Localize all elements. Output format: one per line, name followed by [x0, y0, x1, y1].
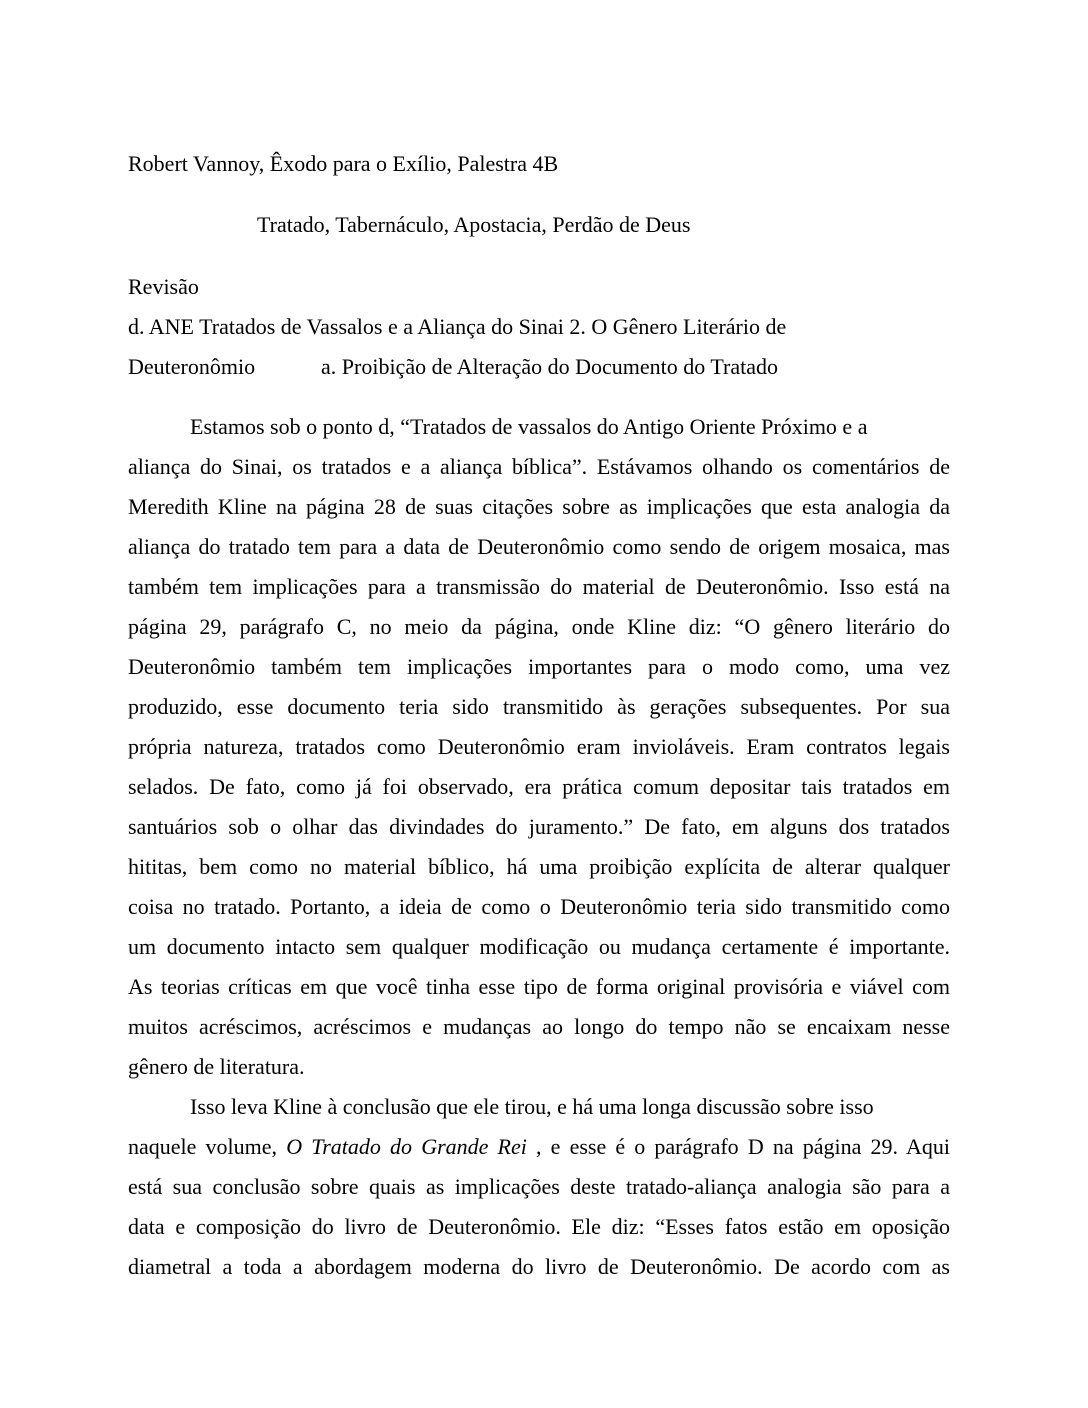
paragraph-1-line: Estamos sob o ponto d, “Tratados de vassalos do Antigo Oriente Próximo e a [190, 414, 868, 439]
paragraph-1-line: produzido, esse documento teria sido transmitido às gerações subsequentes. Por sua [128, 694, 950, 719]
paragraph-2-line-with-title [128, 1133, 950, 1161]
paragraph-1-line: gênero de literatura. [128, 1054, 305, 1079]
book-title: O Tratado do Grande Rei [286, 1134, 527, 1159]
paragraph-1-line: Deuteronômio também tem implicações importantes para o modo como, uma vez [128, 654, 950, 679]
paragraph-1-line: santuários sob o olhar das divindades do juramento.” De fato, em alguns dos tratados [128, 814, 950, 839]
paragraph-1-line: própria natureza, tratados como Deuteronômio eram invioláveis. Eram contratos legais [128, 734, 950, 759]
outline-line-2-right: a. Proibição de Alteração do Documento do Tratado [321, 354, 779, 379]
paragraph-1-line: aliança do Sinai, os tratados e a aliança bíblica”. Estávamos olhando os comentários de [128, 454, 950, 479]
paragraph-1-line: As teorias críticas em que você tinha esse tipo de forma original provisória e viável com [128, 974, 950, 999]
outline-line-1: d. ANE Tratados de Vassalos e a Aliança do Sinai 2. O Gênero Literário de [128, 314, 787, 339]
document-subtitle: Tratado, Tabernáculo, Apostacia, Perdão de Deus [257, 212, 691, 237]
review-label: Revisão [128, 274, 199, 299]
paragraph-1-line: aliança do tratado tem para a data de Deuteronômio como sendo de origem mosaica, mas [128, 534, 950, 559]
paragraph-1-line: também tem implicações para a transmissão do material de Deuteronômio. Isso está na [128, 574, 950, 599]
paragraph-1-line: coisa no tratado. Portanto, a ideia de como o Deuteronômio teria sido transmitido como [128, 894, 950, 919]
paragraph-1-line: um documento intacto sem qualquer modificação ou mudança certamente é importante. [128, 934, 950, 959]
paragraph-1-line: muitos acréscimos, acréscimos e mudanças ao longo do tempo não se encaixam nesse [128, 1014, 950, 1039]
paragraph-2-line: está sua conclusão sobre quais as implicações deste tratado-aliança analogia são para a [128, 1174, 950, 1199]
paragraph-1-line: hititas, bem como no material bíblico, há uma proibição explícita de alterar qualquer [128, 854, 950, 879]
paragraph-2-line: Isso leva Kline à conclusão que ele tirou, e há uma longa discussão sobre isso [190, 1094, 874, 1119]
paragraph-1-line: página 29, parágrafo C, no meio da página, onde Kline diz: “O gênero literário do [128, 614, 950, 639]
document-header: Robert Vannoy, Êxodo para o Exílio, Palestra 4B [128, 151, 559, 176]
paragraph-1-line: selados. De fato, como já foi observado, era prática comum depositar tais tratados em [128, 774, 950, 799]
paragraph-2-text: , e esse é o parágrafo D na página 29. Aqui [526, 1134, 950, 1159]
paragraph-1-line: Meredith Kline na página 28 de suas citações sobre as implicações que esta analogia da [128, 494, 950, 519]
paragraph-2-line: data e composição do livro de Deuteronômio. Ele diz: “Esses fatos estão em oposição [128, 1214, 950, 1239]
outline-line-2-left: Deuteronômio [128, 354, 256, 379]
paragraph-2-line: diametral a toda a abordagem moderna do livro de Deuteronômio. De acordo com as [128, 1254, 950, 1279]
paragraph-2-text: naquele volume, [128, 1134, 287, 1159]
